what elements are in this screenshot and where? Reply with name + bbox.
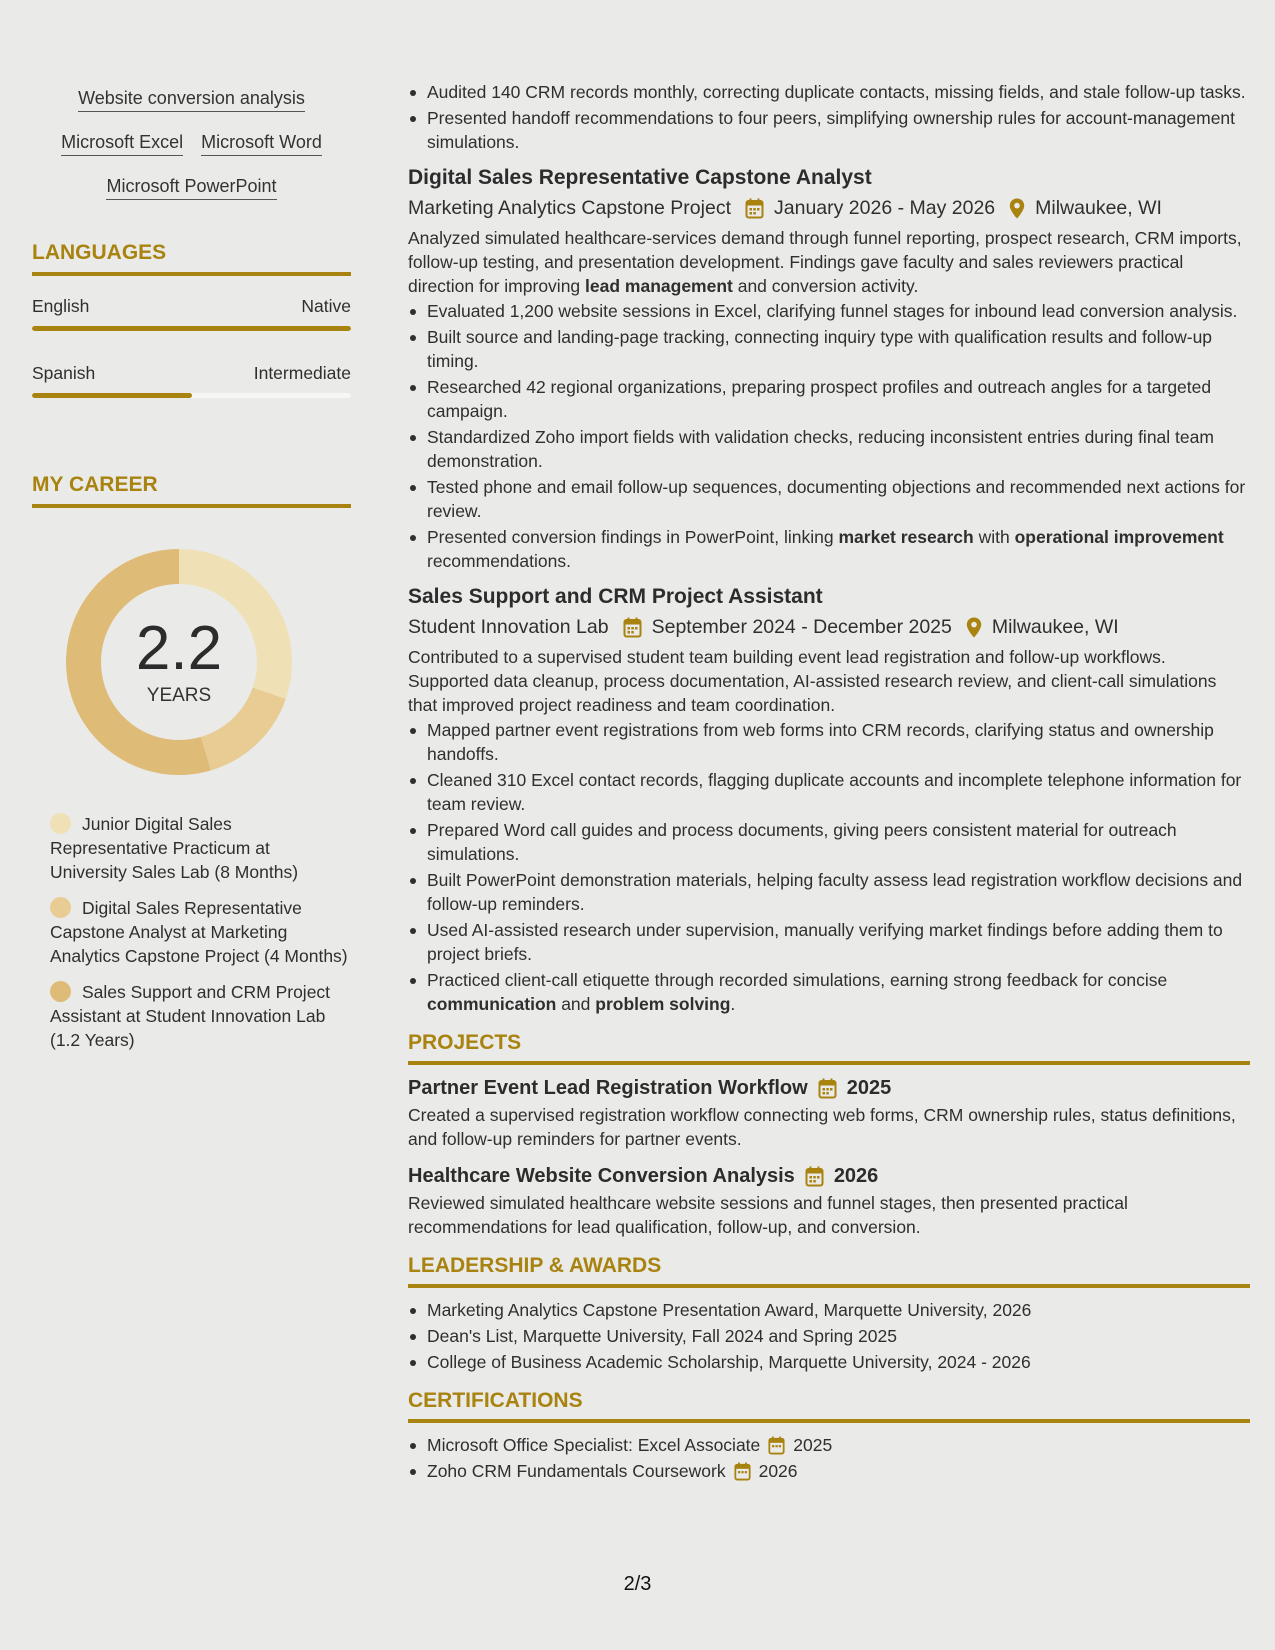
certifications-heading: CERTIFICATIONS (408, 1388, 1250, 1423)
career-legend-item (50, 896, 351, 968)
bullet-item: Evaluated 1,200 website sessions in Excel, clarifying funnel stages for inbound lead conversion analysis. (408, 299, 1250, 323)
map-pin-icon (966, 617, 982, 638)
bullet-text: recommendations. (427, 551, 571, 571)
certification-year: 2026 (758, 1461, 798, 1481)
language-proficiency-bar (32, 393, 351, 398)
career-total: 2.2 (135, 614, 223, 683)
legend-dot-icon (50, 897, 71, 918)
certification-name: Zoho CRM Fundamentals Coursework (427, 1461, 726, 1481)
calendar-icon (768, 1436, 785, 1455)
bullet-item: Audited 140 CRM records monthly, correcting duplicate contacts, missing fields, and stale follow-up tasks. (408, 80, 1250, 104)
job-summary: Contributed to a supervised student team building event lead registration and follow-up workflows. Supported data cleanup, process documentation, AI-assisted research review, and client-call simulations that improved project readiness and team coordination. (408, 647, 1217, 715)
language-name: English (32, 296, 90, 316)
summary-text: Analyzed simulated healthcare-services demand through funnel reporting, prospect research, CRM imports, follow-up testing, and presentation development. Findings gave faculty and sales reviewers practical direction for improving (408, 228, 1242, 296)
job-title: Digital Sales Representative Capstone Analyst (408, 166, 872, 189)
bullet-text: . (730, 994, 736, 1014)
bullet-item (408, 968, 1250, 1016)
certification-name: Microsoft Office Specialist: Excel Associate (427, 1435, 761, 1455)
experience-entry (408, 164, 1250, 573)
language-proficiency-fill (32, 326, 351, 331)
skill-tag: Website conversion analysis (78, 86, 305, 112)
bullet-item: Built PowerPoint demonstration materials, helping faculty assess lead registration workflow decisions and follow-up reminders. (408, 868, 1250, 916)
project-description: Created a supervised registration workflow connecting web forms, CRM ownership rules, status definitions, and follow-up reminders for partner events. (408, 1105, 1236, 1149)
bullet-keyword: communication (427, 994, 557, 1014)
language-name: Spanish (32, 363, 96, 383)
bullet-item: Tested phone and email follow-up sequences, documenting objections and recommended next actions for review. (408, 475, 1250, 523)
legend-dot-icon (50, 981, 71, 1002)
bullet-keyword: problem solving (595, 994, 731, 1014)
career-legend-text: Digital Sales Representative Capstone Analyst at Marketing Analytics Capstone Project (4 Months) (50, 898, 348, 966)
calendar-icon (818, 1078, 837, 1099)
bullet-item: Presented handoff recommendations to four peers, simplifying ownership rules for account-management simulations. (408, 106, 1250, 154)
bullet-text: with (973, 527, 1015, 547)
project-year: 2025 (846, 1077, 892, 1099)
skill-row (32, 174, 351, 200)
job-bullets (408, 299, 1250, 573)
skill-tag: Microsoft Word (201, 130, 322, 156)
awards-list (408, 1298, 1250, 1374)
job-summary (408, 226, 1250, 298)
bullet-item: Used AI-assisted research under supervision, manually verifying market findings before adding them to project briefs. (408, 918, 1250, 966)
project-description: Reviewed simulated healthcare website sessions and funnel stages, then presented practical recommendations for lead qualification, follow-up, and conversion. (408, 1193, 1128, 1237)
calendar-icon (805, 1166, 824, 1187)
projects-heading: PROJECTS (408, 1030, 1250, 1065)
bullet-item: Mapped partner event registrations from web forms into CRM records, clarifying status and ownership handoffs. (408, 718, 1250, 766)
job-organization: Student Innovation Lab (408, 616, 609, 638)
career-heading: MY CAREER (32, 472, 351, 508)
languages-heading: LANGUAGES (32, 240, 351, 276)
bullet-item: Researched 42 regional organizations, preparing prospect profiles and outreach angles for a targeted campaign. (408, 375, 1250, 423)
career-donut-chart (65, 548, 293, 776)
job-meta (408, 613, 1250, 641)
bullet-item (408, 525, 1250, 573)
certification-year: 2025 (793, 1435, 833, 1455)
bullet-item: Cleaned 310 Excel contact records, flagging duplicate accounts and incomplete telephone information for team review. (408, 768, 1250, 816)
bullet-text: Practiced client-call etiquette through recorded simulations, earning strong feedback for concise (427, 970, 1168, 990)
job-dates: January 2026 - May 2026 (774, 197, 996, 219)
language-level: Intermediate (253, 363, 351, 383)
job-location: Milwaukee, WI (991, 616, 1119, 638)
career-unit: YEARS (146, 685, 212, 706)
bullet-text: Presented conversion findings in PowerPoint, linking (427, 527, 839, 547)
award-item: Marketing Analytics Capstone Presentation Award, Marquette University, 2026 (408, 1298, 1250, 1322)
certifications-list (408, 1433, 1250, 1483)
award-item: College of Business Academic Scholarship, Marquette University, 2024 - 2026 (408, 1350, 1250, 1374)
page-number: 2/3 (623, 1573, 652, 1595)
language-proficiency-fill (32, 393, 192, 398)
project-entry (408, 1075, 1250, 1151)
bullet-keyword: market research (838, 527, 974, 547)
map-pin-icon (1009, 198, 1025, 219)
experience-entry (408, 583, 1250, 1016)
career-legend-item (50, 980, 351, 1052)
bullet-item: Prepared Word call guides and process documents, giving peers consistent material for outreach simulations. (408, 818, 1250, 866)
job-bullets (408, 718, 1250, 1016)
certification-item (408, 1433, 1250, 1457)
legend-dot-icon (50, 813, 71, 834)
language-item (32, 361, 351, 398)
calendar-icon (623, 617, 642, 638)
job-organization: Marketing Analytics Capstone Project (408, 197, 731, 219)
skill-tag: Microsoft PowerPoint (106, 174, 276, 200)
calendar-icon (734, 1462, 751, 1481)
skill-tag: Microsoft Excel (61, 130, 183, 156)
career-legend-item (50, 812, 351, 884)
language-item (32, 294, 351, 331)
project-year: 2026 (833, 1165, 879, 1187)
job-title: Sales Support and CRM Project Assistant (408, 585, 823, 608)
language-level: Native (301, 296, 351, 316)
skill-row (32, 130, 351, 156)
job-meta (408, 194, 1250, 222)
certification-item (408, 1459, 1250, 1483)
summary-text: and conversion activity. (732, 276, 919, 296)
project-entry (408, 1163, 1250, 1239)
awards-heading: LEADERSHIP & AWARDS (408, 1253, 1250, 1288)
language-proficiency-bar (32, 326, 351, 331)
bullet-text: and (556, 994, 596, 1014)
main-content (408, 80, 1250, 1485)
bullet-item: Built source and landing-page tracking, connecting inquiry type with qualification results and follow-up timing. (408, 325, 1250, 373)
award-item: Dean's List, Marquette University, Fall 2024 and Spring 2025 (408, 1324, 1250, 1348)
career-legend (32, 812, 351, 1052)
bullet-item: Standardized Zoho import fields with validation checks, reducing inconsistent entries during final team demonstration. (408, 425, 1250, 473)
career-legend-text: Junior Digital Sales Representative Practicum at University Sales Lab (8 Months) (50, 814, 299, 882)
job-location: Milwaukee, WI (1035, 197, 1162, 219)
project-title: Healthcare Website Conversion Analysis (408, 1165, 795, 1187)
skill-row (32, 86, 351, 112)
previous-job-bullets (408, 80, 1250, 154)
summary-keyword: lead management (585, 276, 733, 296)
sidebar (32, 86, 351, 1064)
job-dates: September 2024 - December 2025 (651, 616, 952, 638)
project-title: Partner Event Lead Registration Workflow (408, 1077, 808, 1099)
career-legend-text: Sales Support and CRM Project Assistant at Student Innovation Lab (1.2 Years) (50, 982, 331, 1050)
bullet-keyword: operational improvement (1014, 527, 1224, 547)
calendar-icon (745, 198, 764, 219)
